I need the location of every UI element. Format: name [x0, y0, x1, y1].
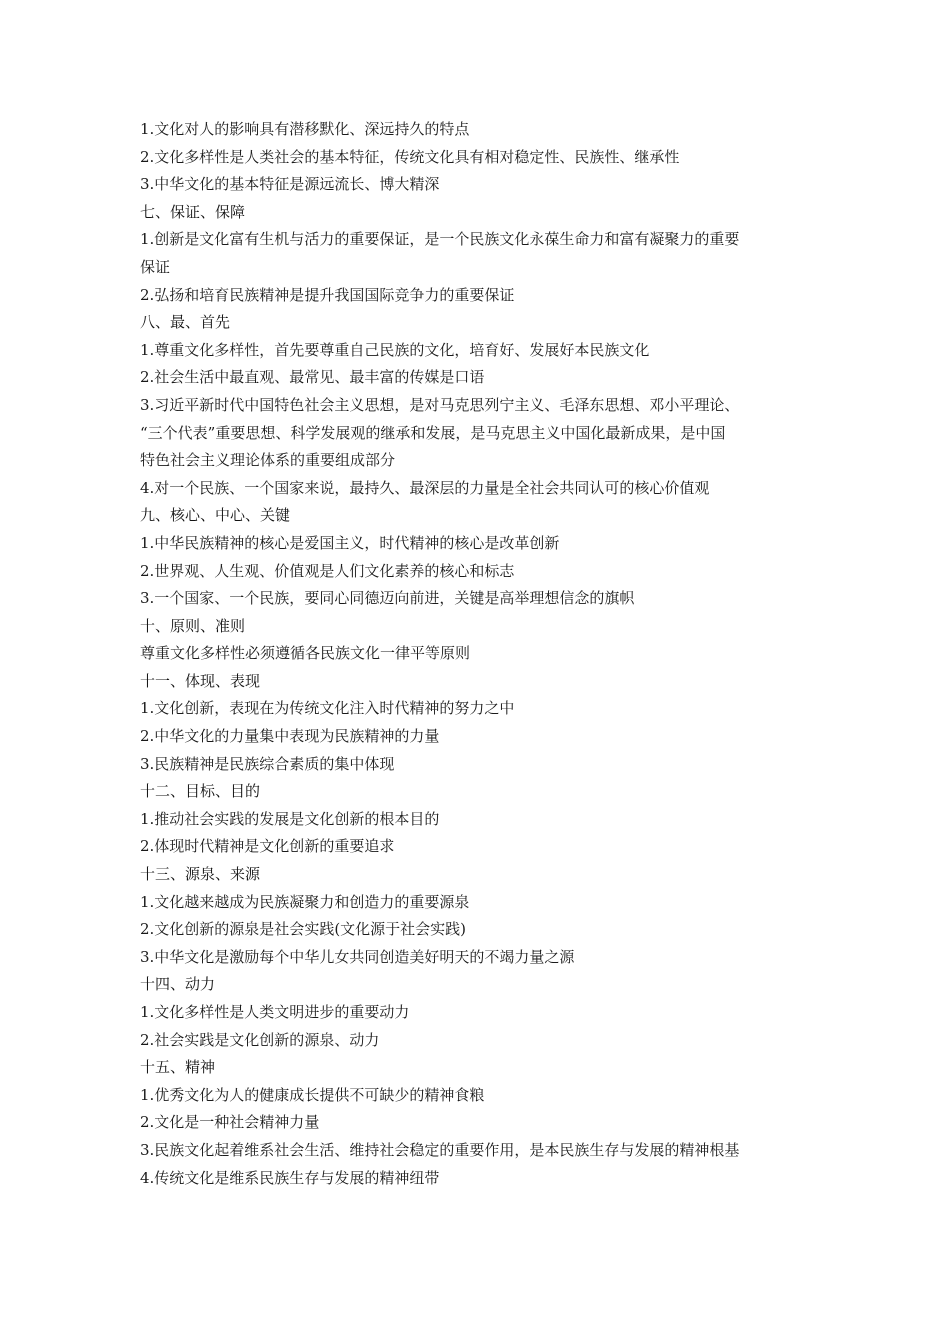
text-line: 特色社会主义理论体系的重要组成部分 [140, 451, 396, 470]
text-line: 1.文化多样性是人类文明进步的重要动力 [140, 1003, 410, 1021]
text-line: 2.体现时代精神是文化创新的重要追求 [140, 837, 395, 856]
text-line: 保证 [140, 257, 171, 276]
text-line: 1.尊重文化多样性，首先要尊重自己民族的文化，培育好、发展好本民族文化 [140, 340, 650, 359]
text-line: 2.弘扬和培育民族精神是提升我国国际竞争力的重要保证 [140, 285, 515, 304]
section-heading: 十三、源泉、来源 [140, 865, 261, 884]
text-line: 3.习近平新时代中国特色社会主义思想，是对马克思列宁主义、毛泽东思想、邓小平理论、 [140, 395, 740, 414]
section-heading: 十一、体现、表现 [140, 671, 261, 690]
section-heading: 十、原则、准则 [140, 616, 246, 635]
text-line: 尊重文化多样性必须遵循各民族文化一律平等原则 [140, 644, 471, 663]
section-heading: 八、最、首先 [140, 313, 231, 332]
text-line: 3.一个国家、一个民族，要同心同德迈向前进，关键是高举理想信念的旗帜 [140, 589, 635, 608]
text-line: 4.对一个民族、一个国家来说，最持久、最深层的力量是全社会共同认可的核心价值观 [140, 478, 710, 497]
text-line: 2.文化创新的源泉是社会实践(文化源于社会实践) [140, 920, 467, 939]
text-line: 1.优秀文化为人的健康成长提供不可缺少的精神食粮 [140, 1085, 485, 1104]
text-line: 3.民族文化起着维系社会生活、维持社会稳定的重要作用，是本民族生存与发展的精神根基 [140, 1140, 740, 1159]
text-line: 3.中华文化的基本特征是源远流长、博大精深 [140, 175, 440, 194]
text-line: 3.民族精神是民族综合素质的集中体现 [140, 754, 395, 773]
text-line: 2.中华文化的力量集中表现为民族精神的力量 [140, 727, 440, 746]
section-heading: 十四、动力 [140, 975, 216, 994]
text-line: 2.社会生活中最直观、最常见、最丰富的传媒是口语 [140, 368, 485, 387]
section-heading: 九、核心、中心、关键 [140, 506, 291, 525]
section-heading: 十五、精神 [140, 1058, 216, 1077]
text-line: 1.中华民族精神的核心是爱国主义，时代精神的核心是改革创新 [140, 533, 560, 552]
section-heading: 十二、目标、目的 [140, 782, 261, 801]
text-line: 4.传统文化是维系民族生存与发展的精神纽带 [140, 1168, 440, 1187]
document-body [140, 116, 830, 1192]
text-line: 2.文化多样性是人类社会的基本特征，传统文化具有相对稳定性、民族性、继承性 [140, 147, 680, 166]
text-line: “三个代表”重要思想、科学发展观的继承和发展，是马克思主义中国化最新成果，是中国 [140, 423, 726, 442]
section-heading: 七、保证、保障 [140, 202, 246, 221]
text-line: 2.世界观、人生观、价值观是人们文化素养的核心和标志 [140, 561, 515, 580]
text-line: 1.推动社会实践的发展是文化创新的根本目的 [140, 809, 440, 828]
text-line: 1.文化创新，表现在为传统文化注入时代精神的努力之中 [140, 699, 515, 718]
text-line: 1.创新是文化富有生机与活力的重要保证，是一个民族文化永葆生命力和富有凝聚力的重要 [140, 230, 740, 249]
text-line: 1.文化对人的影响具有潜移默化、深远持久的特点 [140, 120, 470, 138]
text-line: 2.社会实践是文化创新的源泉、动力 [140, 1030, 380, 1049]
text-line: 3.中华文化是激励每个中华儿女共同创造美好明天的不竭力量之源 [140, 947, 575, 966]
text-line: 1.文化越来越成为民族凝聚力和创造力的重要源泉 [140, 892, 470, 911]
text-line: 2.文化是一种社会精神力量 [140, 1113, 320, 1132]
